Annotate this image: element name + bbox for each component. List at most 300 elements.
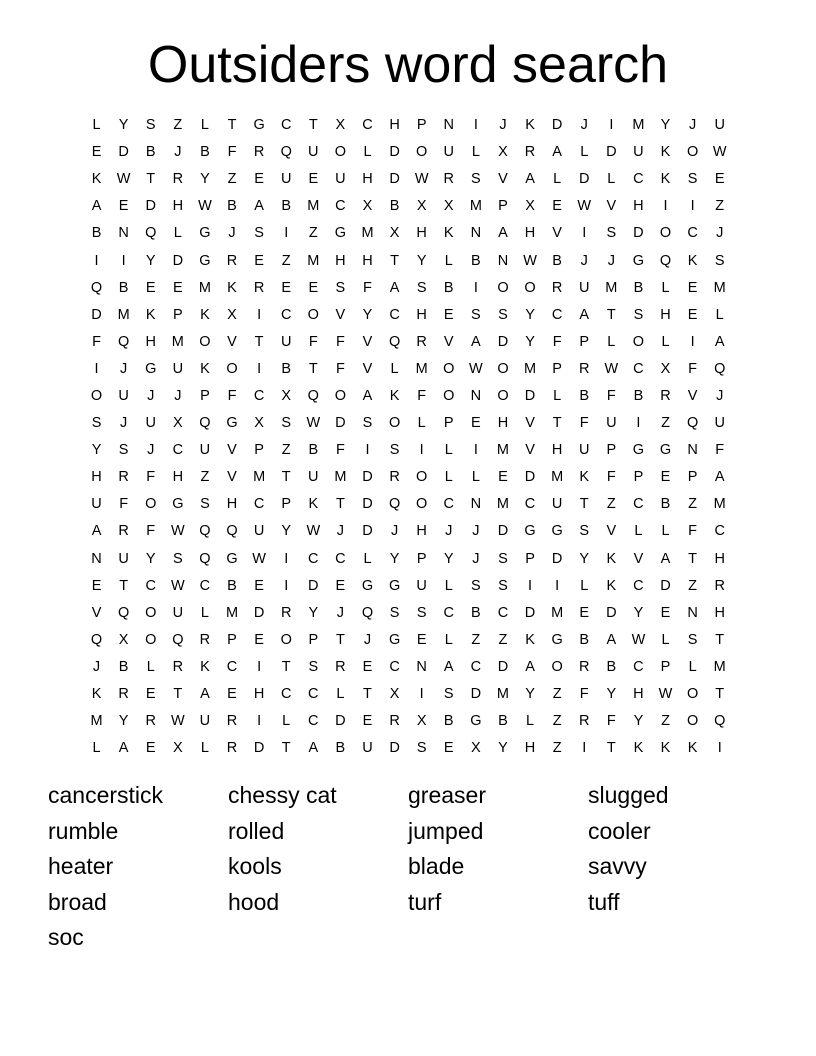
grid-letter: K bbox=[660, 171, 671, 188]
grid-letter: V bbox=[525, 415, 535, 432]
grid-letter: L bbox=[336, 686, 345, 703]
grid-letter: S bbox=[308, 658, 319, 675]
grid-row bbox=[83, 356, 734, 383]
grid-letter: V bbox=[498, 171, 508, 188]
grid-letter: O bbox=[145, 496, 157, 513]
grid-letter: N bbox=[470, 387, 482, 404]
grid-letter: H bbox=[335, 252, 346, 269]
grid-letter: G bbox=[551, 631, 563, 648]
grid-letter: T bbox=[146, 171, 156, 188]
grid-letter: L bbox=[200, 117, 209, 134]
grid-letter: I bbox=[284, 577, 289, 594]
grid-letter: R bbox=[578, 360, 590, 377]
grid-letter: Q bbox=[714, 360, 726, 377]
grid-letter: Z bbox=[688, 577, 698, 594]
grid-letter: A bbox=[525, 658, 535, 675]
grid-letter: Q bbox=[226, 523, 238, 540]
grid-letter: R bbox=[578, 658, 590, 675]
grid-letter: B bbox=[471, 252, 481, 269]
grid-letter: A bbox=[525, 171, 535, 188]
grid-letter: A bbox=[443, 658, 454, 675]
grid-letter: E bbox=[91, 144, 102, 161]
grid-letter: D bbox=[335, 415, 346, 432]
grid-letter: C bbox=[145, 577, 156, 594]
grid-letter: D bbox=[497, 523, 509, 540]
grid-letter: O bbox=[226, 360, 238, 377]
grid-letter: E bbox=[660, 469, 671, 486]
grid-letter: L bbox=[363, 550, 372, 567]
grid-letter: T bbox=[606, 306, 616, 323]
grid-letter: C bbox=[253, 496, 265, 513]
grid-letter: W bbox=[170, 577, 185, 594]
grid-row bbox=[83, 735, 734, 762]
grid-letter: O bbox=[551, 658, 563, 675]
grid-letter: W bbox=[631, 631, 646, 648]
grid-letter: J bbox=[499, 117, 507, 134]
grid-letter: C bbox=[714, 523, 725, 540]
grid-letter: V bbox=[362, 333, 373, 350]
grid-letter: J bbox=[120, 415, 128, 432]
grid-letter: Z bbox=[552, 713, 562, 730]
grid-letter: A bbox=[714, 469, 725, 486]
grid-letter: H bbox=[389, 117, 400, 134]
grid-letter: R bbox=[443, 171, 454, 188]
grid-letter: R bbox=[714, 577, 725, 594]
grid-letter: H bbox=[253, 686, 265, 703]
grid-letter: I bbox=[257, 658, 262, 675]
grid-letter: O bbox=[497, 279, 509, 296]
grid-letter: C bbox=[389, 658, 400, 675]
grid-letter: Y bbox=[362, 306, 373, 323]
word-list-item: kools bbox=[228, 853, 282, 880]
grid-letter: K bbox=[145, 306, 156, 323]
grid-letter: O bbox=[90, 387, 103, 404]
grid-letter: V bbox=[525, 442, 535, 459]
grid-letter: L bbox=[444, 577, 453, 594]
grid-letter: F bbox=[335, 442, 345, 459]
grid-letter: R bbox=[118, 523, 129, 540]
word-list-item: cooler bbox=[588, 817, 651, 844]
word-list-item: tuff bbox=[588, 888, 620, 915]
grid-letter: D bbox=[389, 144, 400, 161]
grid-letter: O bbox=[686, 713, 699, 730]
grid-letter: D bbox=[551, 550, 563, 567]
grid-letter: W bbox=[252, 550, 266, 567]
grid-letter: M bbox=[496, 686, 509, 703]
grid-letter: P bbox=[498, 198, 508, 215]
grid-letter: I bbox=[94, 252, 99, 269]
grid-letter: A bbox=[552, 144, 562, 161]
grid-letter: S bbox=[335, 279, 346, 296]
grid-letter: C bbox=[308, 713, 319, 730]
grid-letter: L bbox=[715, 306, 724, 323]
grid-letter: S bbox=[91, 415, 102, 432]
grid-letter: X bbox=[254, 415, 264, 432]
grid-letter: L bbox=[471, 469, 480, 486]
grid-row bbox=[83, 139, 734, 166]
grid-letter: F bbox=[579, 686, 589, 703]
grid-letter: R bbox=[226, 713, 238, 730]
grid-letter: A bbox=[606, 631, 617, 648]
grid-letter: Y bbox=[498, 740, 508, 757]
grid-letter: D bbox=[362, 496, 373, 513]
grid-letter: B bbox=[443, 279, 454, 296]
grid-letter: F bbox=[308, 333, 318, 350]
grid-letter: E bbox=[281, 279, 292, 296]
grid-letter: T bbox=[173, 686, 183, 703]
grid-letter: E bbox=[145, 740, 156, 757]
grid-letter: C bbox=[389, 306, 400, 323]
grid-letter: Y bbox=[389, 550, 400, 567]
grid-letter: K bbox=[687, 252, 698, 269]
grid-letter: N bbox=[470, 496, 482, 513]
grid-letter: U bbox=[335, 171, 346, 188]
grid-letter: I bbox=[609, 117, 614, 134]
grid-letter: D bbox=[524, 387, 536, 404]
grid-letter: P bbox=[416, 550, 427, 567]
grid-letter: Q bbox=[659, 252, 672, 269]
word-list-item: savvy bbox=[588, 853, 647, 880]
grid-letter: I bbox=[284, 550, 289, 567]
grid-letter: K bbox=[525, 117, 535, 134]
grid-letter: C bbox=[335, 198, 346, 215]
grid-letter: I bbox=[473, 117, 478, 134]
grid-letter: S bbox=[362, 415, 373, 432]
word-list-item: heater bbox=[48, 853, 114, 880]
grid-letter: Z bbox=[281, 442, 291, 459]
grid-letter: X bbox=[660, 360, 671, 377]
grid-letter: U bbox=[308, 144, 319, 161]
grid-letter: M bbox=[90, 713, 103, 730]
grid-letter: B bbox=[606, 658, 617, 675]
grid-letter: H bbox=[714, 550, 725, 567]
grid-letter: D bbox=[253, 604, 265, 621]
grid-letter: G bbox=[632, 442, 645, 459]
grid-letter: V bbox=[227, 333, 237, 350]
grid-letter: Y bbox=[308, 604, 319, 621]
grid-letter: I bbox=[528, 577, 533, 594]
grid-letter: J bbox=[607, 252, 615, 269]
grid-letter: S bbox=[443, 686, 454, 703]
grid-letter: J bbox=[147, 442, 155, 459]
grid-letter: L bbox=[580, 577, 589, 594]
grid-letter: H bbox=[416, 225, 427, 242]
grid-letter: Z bbox=[552, 740, 562, 757]
grid-letter: J bbox=[580, 252, 588, 269]
grid-letter: K bbox=[633, 740, 644, 757]
grid-letter: J bbox=[147, 387, 155, 404]
grid-letter: S bbox=[200, 496, 210, 513]
grid-letter: B bbox=[308, 442, 319, 459]
grid-letter: Q bbox=[388, 496, 401, 513]
grid-letter: M bbox=[117, 306, 130, 323]
grid-letter: D bbox=[551, 117, 563, 134]
grid-letter: S bbox=[498, 577, 508, 594]
grid-letter: L bbox=[688, 658, 697, 675]
grid-row bbox=[83, 329, 734, 356]
grid-letter: F bbox=[146, 523, 156, 540]
grid-letter: R bbox=[172, 658, 184, 675]
grid-letter: P bbox=[281, 496, 292, 513]
grid-letter: M bbox=[632, 117, 645, 134]
grid-letter: H bbox=[362, 171, 373, 188]
grid-letter: U bbox=[145, 415, 156, 432]
grid-letter: R bbox=[118, 469, 129, 486]
word-list-item: rumble bbox=[48, 817, 119, 844]
grid-letter: I bbox=[419, 686, 424, 703]
grid-letter: G bbox=[551, 523, 563, 540]
grid-letter: M bbox=[524, 360, 537, 377]
grid-letter: Z bbox=[227, 171, 237, 188]
grid-letter: L bbox=[661, 279, 670, 296]
grid-letter: R bbox=[416, 333, 427, 350]
grid-letter: D bbox=[91, 306, 102, 323]
grid-letter: U bbox=[714, 117, 725, 134]
grid-letter: Z bbox=[200, 469, 210, 486]
grid-letter: U bbox=[280, 333, 292, 350]
grid-letter: P bbox=[443, 415, 454, 432]
grid-letter: L bbox=[661, 631, 670, 648]
grid-letter: J bbox=[716, 387, 724, 404]
grid-letter: V bbox=[606, 198, 617, 215]
grid-row bbox=[83, 518, 734, 545]
grid-letter: F bbox=[119, 496, 129, 513]
grid-letter: J bbox=[472, 550, 480, 567]
grid-letter: C bbox=[497, 604, 509, 621]
grid-letter: M bbox=[171, 333, 184, 350]
grid-letter: U bbox=[172, 604, 184, 621]
word-list-item: blade bbox=[408, 853, 465, 880]
grid-letter: M bbox=[198, 279, 211, 296]
grid-letter: F bbox=[606, 387, 616, 404]
grid-letter: F bbox=[335, 333, 345, 350]
grid-letter: A bbox=[660, 550, 671, 567]
grid-letter: L bbox=[553, 387, 562, 404]
grid-letter: J bbox=[472, 523, 480, 540]
grid-letter: L bbox=[444, 442, 453, 459]
grid-letter: N bbox=[470, 225, 482, 242]
grid-letter: C bbox=[551, 306, 563, 323]
grid-letter: P bbox=[552, 360, 562, 377]
grid-letter: U bbox=[253, 523, 265, 540]
grid-letter: D bbox=[308, 577, 319, 594]
grid-row bbox=[83, 410, 734, 437]
grid-letter: Z bbox=[498, 631, 508, 648]
grid-letter: I bbox=[663, 198, 668, 215]
grid-letter: U bbox=[362, 740, 373, 757]
grid-letter: P bbox=[416, 117, 427, 134]
grid-letter: H bbox=[172, 198, 184, 215]
grid-letter: M bbox=[496, 442, 509, 459]
grid-letter: V bbox=[606, 523, 617, 540]
grid-letter: J bbox=[174, 387, 182, 404]
grid-letter: R bbox=[335, 658, 346, 675]
grid-letter: G bbox=[659, 442, 672, 459]
grid-letter: L bbox=[444, 631, 453, 648]
grid-letter: T bbox=[227, 117, 237, 134]
grid-letter: O bbox=[334, 144, 347, 161]
grid-letter: R bbox=[253, 279, 265, 296]
grid-letter: F bbox=[227, 387, 237, 404]
grid-letter: K bbox=[443, 225, 454, 242]
grid-letter: C bbox=[308, 686, 319, 703]
grid-letter: J bbox=[336, 523, 345, 540]
grid-letter: L bbox=[553, 171, 562, 188]
grid-letter: N bbox=[443, 117, 454, 134]
grid-letter: W bbox=[523, 252, 537, 269]
grid-letter: E bbox=[687, 306, 698, 323]
grid-letter: T bbox=[335, 496, 345, 513]
grid-letter: D bbox=[172, 252, 184, 269]
grid-letter: R bbox=[199, 631, 211, 648]
grid-letter: O bbox=[497, 387, 509, 404]
word-list-item: hood bbox=[228, 888, 280, 915]
grid-letter: B bbox=[335, 740, 346, 757]
grid-letter: Z bbox=[552, 686, 562, 703]
grid-letter: O bbox=[686, 144, 699, 161]
grid-letter: U bbox=[199, 442, 211, 459]
grid-letter: C bbox=[362, 117, 373, 134]
grid-letter: I bbox=[690, 198, 695, 215]
word-list-item: greaser bbox=[408, 782, 486, 808]
grid-letter: P bbox=[687, 469, 698, 486]
grid-letter: X bbox=[362, 198, 373, 215]
grid-letter: F bbox=[227, 144, 237, 161]
grid-letter: B bbox=[200, 144, 210, 161]
grid-letter: Y bbox=[443, 550, 454, 567]
grid-letter: Z bbox=[471, 631, 481, 648]
grid-letter: P bbox=[660, 658, 671, 675]
grid-letter: V bbox=[633, 550, 644, 567]
grid-letter: L bbox=[580, 144, 589, 161]
grid-letter: P bbox=[579, 333, 590, 350]
grid-letter: M bbox=[496, 496, 509, 513]
grid-letter: Y bbox=[525, 686, 535, 703]
grid-letter: D bbox=[118, 144, 129, 161]
grid-letter: V bbox=[443, 333, 454, 350]
grid-letter: L bbox=[444, 252, 453, 269]
grid-letter: Y bbox=[200, 171, 210, 188]
grid-letter: I bbox=[284, 225, 289, 242]
grid-letter: S bbox=[254, 225, 264, 242]
grid-letter: E bbox=[443, 740, 454, 757]
grid-letter: M bbox=[713, 658, 726, 675]
grid-letter: U bbox=[606, 415, 617, 432]
grid-letter: E bbox=[687, 279, 698, 296]
grid-letter: L bbox=[146, 658, 155, 675]
grid-letter: Q bbox=[145, 225, 157, 242]
grid-letter: N bbox=[687, 442, 698, 459]
grid-letter: B bbox=[281, 360, 292, 377]
grid-letter: T bbox=[688, 550, 698, 567]
grid-letter: D bbox=[253, 740, 265, 757]
grid-letter: H bbox=[416, 523, 427, 540]
grid-letter: N bbox=[91, 550, 102, 567]
grid-letter: L bbox=[607, 333, 616, 350]
grid-letter: G bbox=[253, 117, 265, 134]
grid-letter: U bbox=[91, 496, 102, 513]
grid-letter: G bbox=[388, 577, 401, 594]
grid-letter: W bbox=[170, 713, 185, 730]
grid-letter: U bbox=[280, 171, 292, 188]
grid-letter: T bbox=[254, 333, 264, 350]
grid-letter: R bbox=[118, 686, 129, 703]
grid-letter: B bbox=[660, 496, 671, 513]
grid-letter: O bbox=[686, 686, 699, 703]
grid-letter: X bbox=[525, 198, 535, 215]
grid-letter: O bbox=[659, 225, 672, 242]
grid-letter: W bbox=[414, 171, 429, 188]
grid-row bbox=[83, 220, 734, 247]
grid-letter: S bbox=[498, 306, 508, 323]
grid-letter: Q bbox=[361, 604, 374, 621]
word-list-item: chessy cat bbox=[228, 782, 337, 808]
grid-letter: X bbox=[471, 740, 481, 757]
grid-letter: B bbox=[118, 658, 129, 675]
grid-letter: F bbox=[688, 360, 698, 377]
grid-letter: U bbox=[118, 550, 129, 567]
grid-letter: C bbox=[199, 577, 211, 594]
grid-letter: Q bbox=[714, 713, 726, 730]
grid-letter: D bbox=[497, 333, 509, 350]
grid-letter: D bbox=[633, 225, 644, 242]
grid-letter: D bbox=[524, 469, 536, 486]
grid-letter: K bbox=[579, 469, 590, 486]
grid-letter: Y bbox=[416, 252, 427, 269]
grid-letter: A bbox=[498, 225, 508, 242]
grid-letter: Y bbox=[633, 713, 644, 730]
grid-letter: H bbox=[633, 198, 644, 215]
word-list-item: turf bbox=[408, 888, 442, 915]
grid-letter: G bbox=[334, 225, 347, 242]
grid-letter: S bbox=[389, 442, 400, 459]
grid-letter: X bbox=[118, 631, 129, 648]
grid-letter: E bbox=[362, 658, 373, 675]
grid-letter: O bbox=[280, 631, 292, 648]
grid-letter: O bbox=[632, 333, 645, 350]
grid-letter: I bbox=[257, 713, 262, 730]
grid-letter: N bbox=[497, 252, 509, 269]
grid-letter: K bbox=[227, 279, 237, 296]
grid-letter: R bbox=[226, 252, 238, 269]
grid-letter: F bbox=[579, 415, 589, 432]
grid-letter: B bbox=[443, 713, 454, 730]
grid-letter: I bbox=[121, 252, 126, 269]
grid-letter: E bbox=[308, 279, 319, 296]
grid-letter: U bbox=[714, 415, 725, 432]
grid-letter: G bbox=[145, 360, 157, 377]
grid-letter: I bbox=[257, 360, 262, 377]
grid-letter: Q bbox=[118, 604, 130, 621]
grid-letter: B bbox=[227, 577, 237, 594]
grid-letter: K bbox=[606, 577, 617, 594]
grid-letter: H bbox=[497, 415, 509, 432]
grid-letter: X bbox=[227, 306, 237, 323]
grid-row bbox=[83, 546, 734, 573]
grid-letter: B bbox=[579, 387, 590, 404]
grid-letter: U bbox=[443, 144, 454, 161]
grid-letter: I bbox=[555, 577, 560, 594]
grid-letter: T bbox=[119, 577, 129, 594]
grid-letter: D bbox=[362, 523, 373, 540]
grid-letter: S bbox=[606, 225, 617, 242]
grid-letter: C bbox=[280, 117, 292, 134]
grid-letter: L bbox=[200, 740, 209, 757]
grid-letter: A bbox=[91, 198, 102, 215]
grid-letter: A bbox=[714, 333, 725, 350]
grid-letter: L bbox=[417, 415, 426, 432]
grid-letter: Y bbox=[91, 442, 102, 459]
